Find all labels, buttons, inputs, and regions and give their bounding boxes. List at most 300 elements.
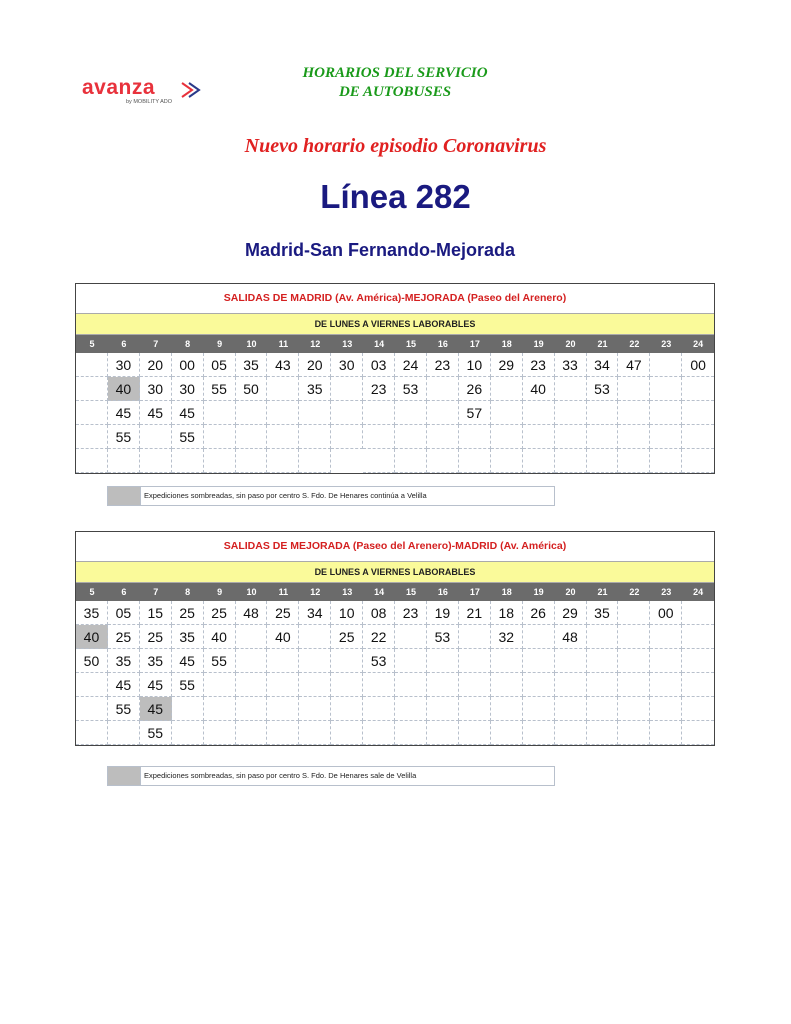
departure-cell bbox=[299, 673, 331, 697]
departure-cell bbox=[491, 377, 523, 401]
hour-column bbox=[555, 601, 587, 745]
departure-cell bbox=[682, 673, 714, 697]
avanza-logo bbox=[82, 78, 212, 108]
hour-column bbox=[363, 353, 395, 473]
departure-cell bbox=[76, 353, 108, 377]
hour-column bbox=[491, 601, 523, 745]
departure-cell bbox=[491, 673, 523, 697]
departure-cell bbox=[682, 601, 714, 625]
departure-cell: 25 bbox=[267, 601, 299, 625]
departure-cell bbox=[395, 449, 427, 473]
departure-cell bbox=[555, 721, 587, 745]
departure-cell bbox=[236, 649, 268, 673]
departure-cell bbox=[172, 721, 204, 745]
departure-cell bbox=[459, 625, 491, 649]
departure-cell bbox=[236, 425, 268, 449]
departure-cell: 55 bbox=[172, 673, 204, 697]
departure-cell bbox=[491, 649, 523, 673]
departure-cell bbox=[331, 425, 363, 449]
departure-cell: 03 bbox=[363, 353, 395, 377]
line-title: Línea 282 bbox=[320, 178, 471, 215]
departure-cell bbox=[236, 449, 268, 473]
departure-cell bbox=[299, 425, 331, 449]
departure-cell: 05 bbox=[204, 353, 236, 377]
departure-cell: 25 bbox=[172, 601, 204, 625]
departure-cell bbox=[267, 449, 299, 473]
departure-cell bbox=[395, 425, 427, 449]
departure-cell bbox=[427, 673, 459, 697]
departure-cell bbox=[172, 697, 204, 721]
departure-cell bbox=[395, 401, 427, 425]
departure-cell bbox=[587, 625, 619, 649]
departure-cell bbox=[331, 673, 363, 697]
departure-cell: 32 bbox=[491, 625, 523, 649]
departure-cell bbox=[555, 401, 587, 425]
departure-cell bbox=[76, 425, 108, 449]
hour-column bbox=[555, 353, 587, 473]
hour-label: 7 bbox=[153, 339, 159, 349]
departure-cell: 35 bbox=[236, 353, 268, 377]
departure-cell bbox=[267, 649, 299, 673]
departure-cell bbox=[299, 449, 331, 473]
departure-cell: 48 bbox=[236, 601, 268, 625]
departure-cell: 23 bbox=[363, 377, 395, 401]
hour-label: 9 bbox=[217, 587, 223, 597]
departure-cell bbox=[459, 649, 491, 673]
hour-column bbox=[523, 353, 555, 473]
hour-label: 22 bbox=[629, 339, 640, 349]
hour-label: 20 bbox=[565, 587, 576, 597]
departure-cell: 45 bbox=[140, 673, 172, 697]
departure-cell bbox=[395, 673, 427, 697]
departure-cell bbox=[555, 649, 587, 673]
departure-cell bbox=[236, 721, 268, 745]
departure-cell bbox=[682, 377, 714, 401]
departure-cell bbox=[618, 377, 650, 401]
departure-cell bbox=[587, 649, 619, 673]
departure-cell bbox=[236, 625, 268, 649]
hour-label: 14 bbox=[374, 339, 385, 349]
departure-cell: 25 bbox=[331, 625, 363, 649]
departure-cell: 45 bbox=[172, 401, 204, 425]
hour-label: 14 bbox=[374, 587, 385, 597]
hour-column bbox=[140, 353, 172, 473]
hour-label: 11 bbox=[278, 587, 289, 597]
hour-column bbox=[650, 353, 682, 473]
hour-column bbox=[236, 353, 268, 473]
departure-cell bbox=[76, 697, 108, 721]
departure-cell: 15 bbox=[140, 601, 172, 625]
legend-swatch bbox=[108, 487, 141, 505]
hour-column bbox=[650, 601, 682, 745]
departure-cell bbox=[76, 673, 108, 697]
hour-label: 15 bbox=[406, 587, 417, 597]
departure-cell bbox=[267, 697, 299, 721]
departure-cell bbox=[331, 401, 363, 425]
hour-label: 10 bbox=[246, 587, 257, 597]
departure-cell: 00 bbox=[172, 353, 204, 377]
hour-label: 12 bbox=[310, 339, 321, 349]
hour-label: 5 bbox=[89, 339, 95, 349]
departure-cell: 30 bbox=[172, 377, 204, 401]
departure-cell bbox=[108, 721, 140, 745]
hours-header bbox=[76, 583, 714, 601]
hour-label: 22 bbox=[629, 587, 640, 597]
departure-cell bbox=[555, 425, 587, 449]
hour-label: 13 bbox=[342, 587, 353, 597]
legend-shaded-trips bbox=[107, 486, 555, 506]
departure-cell bbox=[395, 721, 427, 745]
departure-cell bbox=[299, 649, 331, 673]
departure-cell bbox=[236, 673, 268, 697]
departure-cell: 55 bbox=[140, 721, 172, 745]
hour-label: 24 bbox=[693, 587, 704, 597]
hour-column bbox=[267, 601, 299, 745]
hour-label: 6 bbox=[121, 339, 127, 349]
departure-cell: 45 bbox=[108, 673, 140, 697]
departure-cell: 34 bbox=[587, 353, 619, 377]
departure-cell bbox=[140, 449, 172, 473]
departure-cell bbox=[108, 449, 140, 473]
hour-column bbox=[172, 353, 204, 473]
hour-column bbox=[236, 601, 268, 745]
departure-cell bbox=[459, 697, 491, 721]
departure-cell: 26 bbox=[523, 601, 555, 625]
departure-cell bbox=[650, 449, 682, 473]
departure-cell bbox=[491, 425, 523, 449]
departure-cell bbox=[363, 401, 395, 425]
hour-column bbox=[618, 353, 650, 473]
departure-cell bbox=[555, 673, 587, 697]
departure-cell bbox=[427, 449, 459, 473]
departure-cell: 00 bbox=[682, 353, 714, 377]
departure-cell: 45 bbox=[140, 401, 172, 425]
departure-cell: 40 bbox=[76, 625, 108, 649]
departure-cell bbox=[650, 649, 682, 673]
departure-cell: 10 bbox=[331, 601, 363, 625]
hour-column bbox=[172, 601, 204, 745]
departure-grid bbox=[76, 601, 714, 745]
hour-column bbox=[108, 601, 140, 745]
departure-cell bbox=[204, 401, 236, 425]
departure-cell bbox=[523, 449, 555, 473]
departure-cell: 26 bbox=[459, 377, 491, 401]
departure-cell bbox=[682, 625, 714, 649]
departure-cell bbox=[172, 449, 204, 473]
departure-cell bbox=[363, 721, 395, 745]
departure-cell bbox=[523, 425, 555, 449]
departure-cell: 25 bbox=[140, 625, 172, 649]
departure-cell: 40 bbox=[108, 377, 140, 401]
hour-label: 23 bbox=[661, 339, 672, 349]
departure-cell bbox=[395, 625, 427, 649]
departure-cell bbox=[76, 449, 108, 473]
departure-cell: 29 bbox=[555, 601, 587, 625]
hour-label: 5 bbox=[89, 587, 95, 597]
departure-cell bbox=[491, 401, 523, 425]
departure-cell bbox=[555, 449, 587, 473]
departure-cell: 35 bbox=[587, 601, 619, 625]
timetable-days: DE LUNES A VIERNES LABORABLES bbox=[76, 313, 714, 335]
departure-cell bbox=[618, 649, 650, 673]
departure-cell bbox=[682, 449, 714, 473]
departure-cell: 40 bbox=[204, 625, 236, 649]
timetable-days: DE LUNES A VIERNES LABORABLES bbox=[76, 561, 714, 583]
hour-label: 11 bbox=[278, 339, 289, 349]
logo-subtitle: by MOBILITY ADO bbox=[126, 99, 173, 105]
departure-cell bbox=[76, 721, 108, 745]
departure-cell: 40 bbox=[523, 377, 555, 401]
departure-cell bbox=[618, 721, 650, 745]
departure-cell bbox=[459, 425, 491, 449]
hour-column bbox=[299, 353, 331, 473]
departure-cell bbox=[267, 401, 299, 425]
departure-cell bbox=[491, 721, 523, 745]
departure-cell bbox=[491, 449, 523, 473]
departure-cell bbox=[682, 425, 714, 449]
hour-column bbox=[108, 353, 140, 473]
departure-cell: 53 bbox=[587, 377, 619, 401]
departure-cell: 35 bbox=[299, 377, 331, 401]
departure-cell bbox=[587, 721, 619, 745]
departure-cell bbox=[76, 401, 108, 425]
departure-cell bbox=[523, 649, 555, 673]
departure-cell bbox=[204, 425, 236, 449]
timetable-mejorada-madrid bbox=[75, 531, 715, 746]
departure-cell bbox=[427, 401, 459, 425]
departure-cell bbox=[682, 401, 714, 425]
departure-cell bbox=[236, 697, 268, 721]
departure-cell bbox=[587, 425, 619, 449]
departure-cell: 05 bbox=[108, 601, 140, 625]
hour-column bbox=[587, 353, 619, 473]
departure-cell: 35 bbox=[76, 601, 108, 625]
departure-cell bbox=[363, 697, 395, 721]
hour-column bbox=[682, 353, 714, 473]
departure-cell bbox=[427, 377, 459, 401]
timetable-madrid-mejorada bbox=[75, 283, 715, 474]
hour-label: 23 bbox=[661, 587, 672, 597]
departure-cell: 55 bbox=[204, 649, 236, 673]
hour-column bbox=[523, 601, 555, 745]
hour-label: 18 bbox=[501, 339, 512, 349]
hour-column bbox=[299, 601, 331, 745]
timetable-title: SALIDAS DE MEJORADA (Paseo del Arenero)-MADRID (Av. América) bbox=[223, 540, 567, 552]
departure-cell: 35 bbox=[108, 649, 140, 673]
logo-arrow-icon bbox=[180, 81, 204, 99]
legend-shaded-trips bbox=[107, 766, 555, 786]
departure-cell bbox=[363, 673, 395, 697]
departure-cell bbox=[650, 425, 682, 449]
departure-cell: 22 bbox=[363, 625, 395, 649]
departure-cell bbox=[363, 449, 395, 473]
departure-cell bbox=[523, 625, 555, 649]
departure-cell bbox=[459, 721, 491, 745]
departure-cell bbox=[331, 697, 363, 721]
departure-cell: 45 bbox=[108, 401, 140, 425]
hour-label: 21 bbox=[597, 587, 608, 597]
departure-cell: 53 bbox=[427, 625, 459, 649]
hour-label: 15 bbox=[406, 339, 417, 349]
departure-cell bbox=[331, 377, 363, 401]
departure-cell bbox=[267, 673, 299, 697]
hour-label: 12 bbox=[310, 587, 321, 597]
departure-cell: 50 bbox=[76, 649, 108, 673]
departure-cell: 50 bbox=[236, 377, 268, 401]
hour-column bbox=[618, 601, 650, 745]
timetable-title: SALIDAS DE MADRID (Av. América)-MEJORADA (Paseo del Arenero) bbox=[223, 292, 567, 304]
departure-cell: 30 bbox=[108, 353, 140, 377]
hour-label: 21 bbox=[597, 339, 608, 349]
departure-cell: 21 bbox=[459, 601, 491, 625]
hour-label: 19 bbox=[533, 587, 544, 597]
departure-cell bbox=[587, 673, 619, 697]
departure-cell: 19 bbox=[427, 601, 459, 625]
hour-label: 16 bbox=[437, 339, 448, 349]
departure-cell bbox=[299, 625, 331, 649]
hour-column bbox=[204, 353, 236, 473]
route-name: Madrid-San Fernando-Mejorada bbox=[244, 240, 516, 260]
departure-cell bbox=[204, 721, 236, 745]
hour-label: 18 bbox=[501, 587, 512, 597]
hour-column bbox=[331, 353, 363, 473]
departure-cell: 29 bbox=[491, 353, 523, 377]
legend-text: Expediciones sombreadas, sin paso por centro S. Fdo. De Henares continúa a Velilla bbox=[144, 491, 427, 500]
hour-column bbox=[363, 601, 395, 745]
hours-header bbox=[76, 335, 714, 353]
hour-label: 16 bbox=[437, 587, 448, 597]
departure-cell: 55 bbox=[108, 425, 140, 449]
departure-cell bbox=[618, 425, 650, 449]
departure-cell bbox=[682, 697, 714, 721]
departure-cell bbox=[267, 721, 299, 745]
departure-cell bbox=[523, 673, 555, 697]
departure-cell bbox=[682, 721, 714, 745]
departure-cell: 47 bbox=[618, 353, 650, 377]
departure-cell bbox=[427, 697, 459, 721]
departure-cell: 00 bbox=[650, 601, 682, 625]
departure-cell bbox=[140, 425, 172, 449]
hour-label: 9 bbox=[217, 339, 223, 349]
departure-cell bbox=[427, 721, 459, 745]
logo-wordmark: avanza bbox=[82, 76, 156, 99]
departure-cell bbox=[587, 401, 619, 425]
hour-column bbox=[204, 601, 236, 745]
header-title-line1: HORARIOS DEL SERVICIO bbox=[302, 65, 488, 81]
departure-cell bbox=[395, 697, 427, 721]
departure-cell: 20 bbox=[140, 353, 172, 377]
departure-cell bbox=[650, 353, 682, 377]
departure-cell bbox=[299, 721, 331, 745]
departure-grid bbox=[76, 353, 714, 473]
departure-cell: 23 bbox=[523, 353, 555, 377]
departure-cell: 24 bbox=[395, 353, 427, 377]
hour-column bbox=[267, 353, 299, 473]
departure-cell bbox=[523, 401, 555, 425]
departure-cell: 43 bbox=[267, 353, 299, 377]
departure-cell: 53 bbox=[363, 649, 395, 673]
hour-column bbox=[459, 353, 491, 473]
departure-cell bbox=[587, 449, 619, 473]
departure-cell bbox=[427, 649, 459, 673]
departure-cell: 34 bbox=[299, 601, 331, 625]
departure-cell bbox=[650, 697, 682, 721]
departure-cell bbox=[395, 649, 427, 673]
departure-cell bbox=[587, 697, 619, 721]
hour-column bbox=[682, 601, 714, 745]
hour-label: 17 bbox=[469, 339, 480, 349]
hour-label: 8 bbox=[185, 587, 191, 597]
departure-cell: 35 bbox=[172, 625, 204, 649]
departure-cell: 23 bbox=[395, 601, 427, 625]
departure-cell bbox=[555, 377, 587, 401]
departure-cell bbox=[523, 721, 555, 745]
departure-cell: 55 bbox=[172, 425, 204, 449]
hour-label: 24 bbox=[693, 339, 704, 349]
hour-column bbox=[459, 601, 491, 745]
departure-cell bbox=[363, 425, 395, 449]
hour-label: 13 bbox=[342, 339, 353, 349]
departure-cell bbox=[618, 449, 650, 473]
hour-column bbox=[76, 601, 108, 745]
departure-cell bbox=[76, 377, 108, 401]
departure-cell bbox=[682, 649, 714, 673]
departure-cell bbox=[204, 449, 236, 473]
departure-cell: 18 bbox=[491, 601, 523, 625]
departure-cell: 45 bbox=[172, 649, 204, 673]
departure-cell bbox=[204, 697, 236, 721]
departure-cell bbox=[523, 697, 555, 721]
legend-text: Expediciones sombreadas, sin paso por centro S. Fdo. De Henares sale de Velilla bbox=[144, 771, 417, 780]
hour-column bbox=[427, 601, 459, 745]
departure-cell: 33 bbox=[555, 353, 587, 377]
departure-cell bbox=[650, 377, 682, 401]
departure-cell bbox=[459, 673, 491, 697]
departure-cell: 25 bbox=[204, 601, 236, 625]
departure-cell bbox=[204, 673, 236, 697]
departure-cell: 30 bbox=[331, 353, 363, 377]
departure-cell: 55 bbox=[108, 697, 140, 721]
departure-cell: 53 bbox=[395, 377, 427, 401]
departure-cell: 35 bbox=[140, 649, 172, 673]
departure-cell: 55 bbox=[204, 377, 236, 401]
departure-cell bbox=[650, 625, 682, 649]
departure-cell: 20 bbox=[299, 353, 331, 377]
departure-cell bbox=[618, 601, 650, 625]
departure-cell: 45 bbox=[140, 697, 172, 721]
departure-cell bbox=[459, 449, 491, 473]
legend-swatch bbox=[108, 767, 141, 785]
hour-column bbox=[491, 353, 523, 473]
hour-label: 19 bbox=[533, 339, 544, 349]
departure-cell bbox=[331, 649, 363, 673]
departure-cell bbox=[299, 697, 331, 721]
hour-column bbox=[140, 601, 172, 745]
departure-cell bbox=[618, 673, 650, 697]
departure-cell bbox=[555, 697, 587, 721]
departure-cell: 25 bbox=[108, 625, 140, 649]
departure-cell bbox=[618, 697, 650, 721]
hour-column bbox=[587, 601, 619, 745]
header-title-line2: DE AUTOBUSES bbox=[338, 84, 452, 100]
departure-cell: 48 bbox=[555, 625, 587, 649]
hour-label: 20 bbox=[565, 339, 576, 349]
page-subtitle: Nuevo horario episodio Coronavirus bbox=[244, 135, 547, 157]
hour-column bbox=[331, 601, 363, 745]
hour-label: 6 bbox=[121, 587, 127, 597]
departure-cell: 30 bbox=[140, 377, 172, 401]
departure-cell bbox=[618, 401, 650, 425]
